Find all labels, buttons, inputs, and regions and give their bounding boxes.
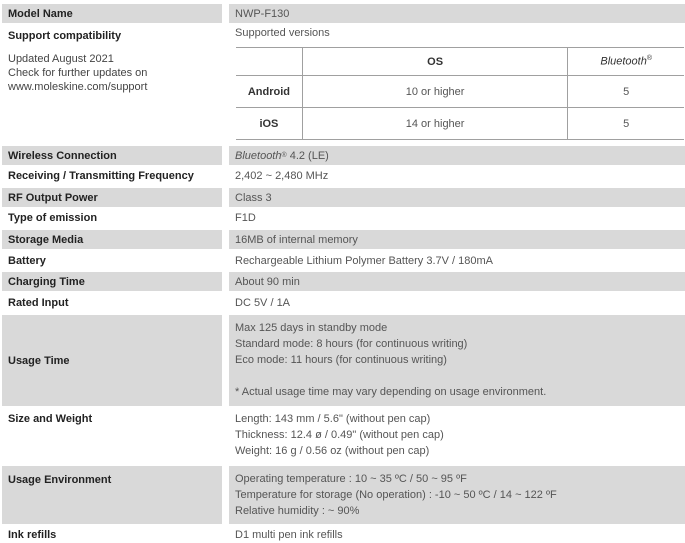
support-note-line: Check for further updates on [8,67,148,79]
spec-value: D1 multi pen ink refills [235,528,343,541]
spec-label: Ink refills [8,528,57,541]
bluetooth-cell: 5 [568,108,684,140]
table-header-platform [236,48,302,76]
platform-cell: Android [236,76,302,108]
spec-label: Storage Media [2,230,222,249]
spec-value [229,408,685,464]
spec-row-usage-time [0,315,685,406]
os-cell: 10 or higher [302,76,568,108]
supported-versions-heading: Supported versions [235,27,330,39]
environment-line: Temperature for storage (No operation) : -10 ~ 50 ºC / 14 ~ 122 ºF [235,489,557,501]
spec-label: Receiving / Transmitting Frequency [8,170,194,182]
spec-value: F1D [235,212,256,224]
os-cell: 14 or higher [302,108,568,140]
spec-value [229,466,685,524]
spec-row-storage [0,230,685,249]
usage-line: Eco mode: 11 hours (for continuous writing) [235,354,447,366]
platform-cell: iOS [236,108,302,140]
spec-label: Usage Environment [2,466,222,524]
usage-line: Max 125 days in standby mode [235,322,388,334]
spec-row-rated-input [0,292,685,313]
spec-label: Rated Input [8,296,69,309]
table-row [236,108,684,140]
wireless-version: 4.2 (LE) [286,149,329,162]
support-note-line: Updated August 2021 [8,53,114,65]
bluetooth-text: Bluetooth [235,149,282,162]
size-line: Weight: 16 g / 0.56 oz (without pen cap) [235,445,430,457]
usage-footnote: * Actual usage time may vary depending on usage environment. [235,386,547,398]
spec-label: Charging Time [2,272,222,291]
spec-row-emission [0,208,685,228]
spec-row-frequency [0,166,685,186]
environment-line: Operating temperature : 10 ~ 35 ºC / 50 ~ 95 ºF [235,473,467,485]
compatibility-table [236,47,684,140]
spec-value: Rechargeable Lithium Polymer Battery 3.7V / 180mA [235,254,494,267]
spec-row-rf-power [0,188,685,207]
spec-label: Wireless Connection [2,146,222,165]
usage-line: Standard mode: 8 hours (for continuous writing) [235,338,468,350]
spec-label: Size and Weight [8,413,93,425]
spec-row-model-name [0,4,685,23]
size-line: Thickness: 12.4 ø / 0.49" (without pen cap) [235,429,444,441]
spec-value: 2,402 ~ 2,480 MHz [235,170,329,182]
bluetooth-cell: 5 [568,76,684,108]
registered-mark: ® [281,152,287,159]
spec-value [229,146,685,165]
spec-row-charging [0,272,685,291]
environment-line: Relative humidity : ~ 90% [235,505,360,517]
spec-value: About 90 min [229,272,685,291]
spec-label: Usage Time [2,315,222,406]
spec-row-ink [0,526,685,543]
spec-row-battery [0,250,685,271]
spec-label: RF Output Power [2,188,222,207]
spec-row-environment [0,466,685,524]
spec-row-wireless [0,146,685,165]
spec-label: Battery [8,254,46,267]
table-header-os: OS [302,48,568,76]
support-note [8,52,223,94]
spec-label: Type of emission [8,212,98,224]
spec-row-size-weight [0,408,685,464]
spec-label: Model Name [2,4,222,23]
spec-value: 16MB of internal memory [229,230,685,249]
spec-value [229,315,685,406]
table-row [236,76,684,108]
spec-label: Support compatibility [8,30,122,42]
bluetooth-text: Bluetooth [600,55,647,68]
spec-value: DC 5V / 1A [235,296,291,309]
support-url: www.moleskine.com/support [8,81,148,93]
spec-value: NWP-F130 [229,4,685,23]
spec-value: Class 3 [229,188,685,207]
size-line: Length: 143 mm / 5.6" (without pen cap) [235,413,431,425]
table-header-bluetooth [568,48,684,76]
registered-mark: ® [646,55,653,63]
table-header-row [236,48,684,76]
